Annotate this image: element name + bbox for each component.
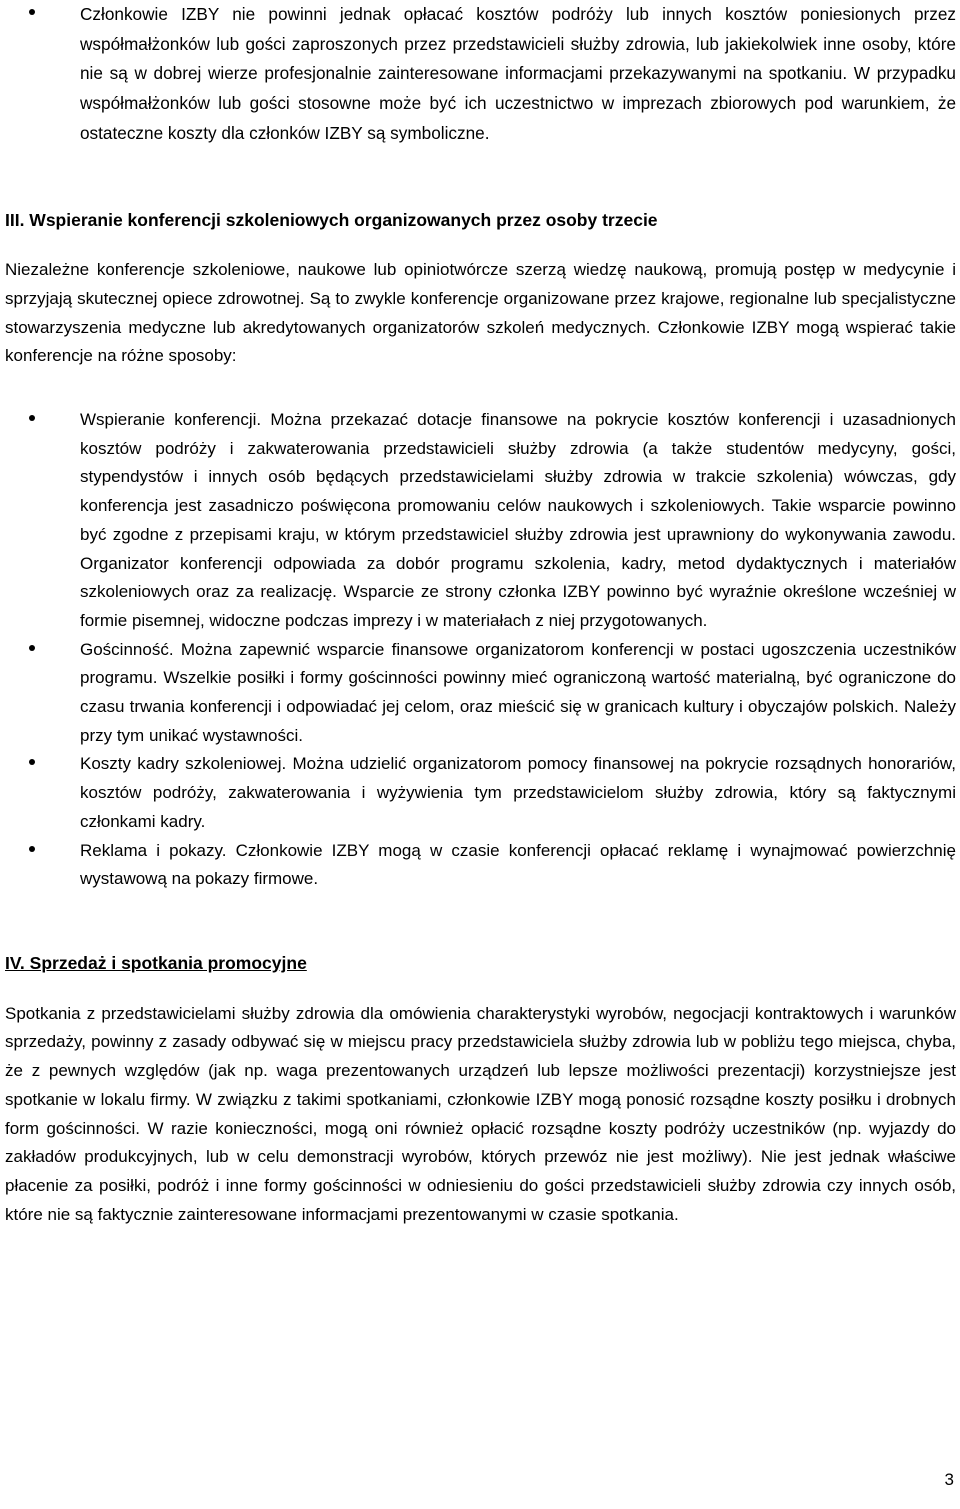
list-item bbox=[5, 406, 956, 636]
list-item bbox=[5, 0, 956, 149]
section-3-heading: III. Wspieranie konferencji szkoleniowych organizowanych przez osoby trzecie bbox=[5, 209, 658, 230]
list-item-text: Wspieranie konferencji. Można przekazać dotacje finansowe na pokrycie kosztów konferencji i uzasadnionych kosztów podróży i zakwaterowania przedstawicieli służby zdrowia (a także studentów medycyny, gości, stypendystów i innych osób będących przedstawicielami służby zdrowia w trakcie szkolenia) wówczas, gdy konferencja jest zasadniczo poświęcona promowaniu celów naukowych i szkoleniowych. Takie wsparcie powinno być zgodne z przepisami kraju, w którym przedstawiciel służby zdrowia jest uprawniony do wykonywania zawodu. Organizator konferencji odpowiada za dobór programu szkolenia, kadry, metod dydaktycznych i materiałów szkoleniowych oraz za realizację. Wsparcie ze strony członka IZBY powinno być wyraźnie określone wcześniej w formie pisemnej, widoczne podczas imprezy i w materiałach z niej przygotowanych. bbox=[80, 410, 956, 630]
list-item-text: Gościnność. Można zapewnić wsparcie finansowe organizatorom konferencji w postaci ugoszczenia uczestników programu. Wszelkie posiłki i formy gościnności powinny mieć ograniczoną wartość materialną, być ograniczone do czasu trwania konferencji i odpowiadać jej celom, oraz mieścić się w granicach kultury i obyczajów polskich. Należy przy tym unikać wystawności. bbox=[80, 639, 956, 745]
document-page bbox=[5, 0, 956, 1229]
list-item-text: Reklama i pokazy. Członkowie IZBY mogą w czasie konferencji opłacać reklamę i wynajmować powierzchnię wystawową na pokazy firmowe. bbox=[80, 840, 956, 889]
section-4-body: Spotkania z przedstawicielami służby zdrowia dla omówienia charakterystyki wyrobów, negocjacji kontraktowych i warunków sprzedaży, powinny z zasady odbywać się w miejscu pracy przedstawiciela służby zdrowia lub w pobliżu tego miejsca, chyba, że z pewnych względów (jak np. waga prezentowanych urządzeń lub lepsze możliwości prezentacji) korzystniejsze jest spotkanie w lokalu firmy. W związku z takimi spotkaniami, członkowie IZBY mogą ponosić rozsądne koszty posiłku i drobnych form gościnności. W razie konieczności, mogą oni również opłacić rozsądne koszty podróży uczestników (np. wyjazdy do zakładów produkcyjnych, lub w celu demonstracji wyrobów, których przewóz nie jest możliwy). Nie jest jednak właściwe płacenie za posiłki, podróż i inne formy gościnności w odniesieniu do gości przedstawicieli służby zdrowia czy innych osób, które nie są faktycznie zainteresowane informacjami prezentowanymi w czasie spotkania. bbox=[5, 1003, 956, 1224]
section-3-list bbox=[5, 406, 956, 894]
list-item bbox=[5, 837, 956, 894]
page-number: 3 bbox=[944, 1470, 954, 1489]
bullet-icon bbox=[29, 645, 35, 651]
section-4-heading bbox=[5, 949, 956, 978]
section-4-heading-text: IV. Sprzedaż i spotkania promocyjne bbox=[5, 952, 307, 973]
list-item bbox=[5, 636, 956, 751]
list-item-text: Członkowie IZBY nie powinni jednak opłacać kosztów podróży lub innych kosztów poniesionych przez współmałżonków lub gości zaproszonych przez przedstawicieli służby zdrowia, lub jakiekolwiek inne osoby, które nie są w dobrej wierze profesjonalnie zainteresowane informacjami przekazywanymi na spotkaniu. W przypadku współmałżonków lub gości stosowne może być ich uczestnictwo w imprezach zbiorowych pod warunkiem, że ostateczne koszty dla członków IZBY są symboliczne. bbox=[80, 4, 956, 143]
list-item-text: Koszty kadry szkoleniowej. Można udzielić organizatorom pomocy finansowej na pokrycie rozsądnych honorariów, kosztów podróży, zakwaterowania i wyżywienia tym przedstawicielom służby zdrowia, który są faktycznymi członkami kadry. bbox=[80, 754, 956, 831]
list-item bbox=[5, 750, 956, 836]
bullet-icon bbox=[29, 846, 35, 852]
section-3-intro: Niezależne konferencje szkoleniowe, naukowe lub opiniotwórcze szerzą wiedzę naukową, promują postęp w medycynie i sprzyjają skutecznej opiece zdrowotnej. Są to zwykle konferencje organizowane przez krajowe, regionalne lub specjalistyczne stowarzyszenia medyczne lub akredytowanych organizatorów szkoleń medycznych. Członkowie IZBY mogą wspierać takie konferencje na różne sposoby: bbox=[5, 260, 956, 366]
top-bullet-list bbox=[5, 0, 956, 149]
bullet-icon bbox=[29, 415, 35, 421]
bullet-icon bbox=[29, 759, 35, 765]
bullet-icon bbox=[29, 9, 35, 15]
